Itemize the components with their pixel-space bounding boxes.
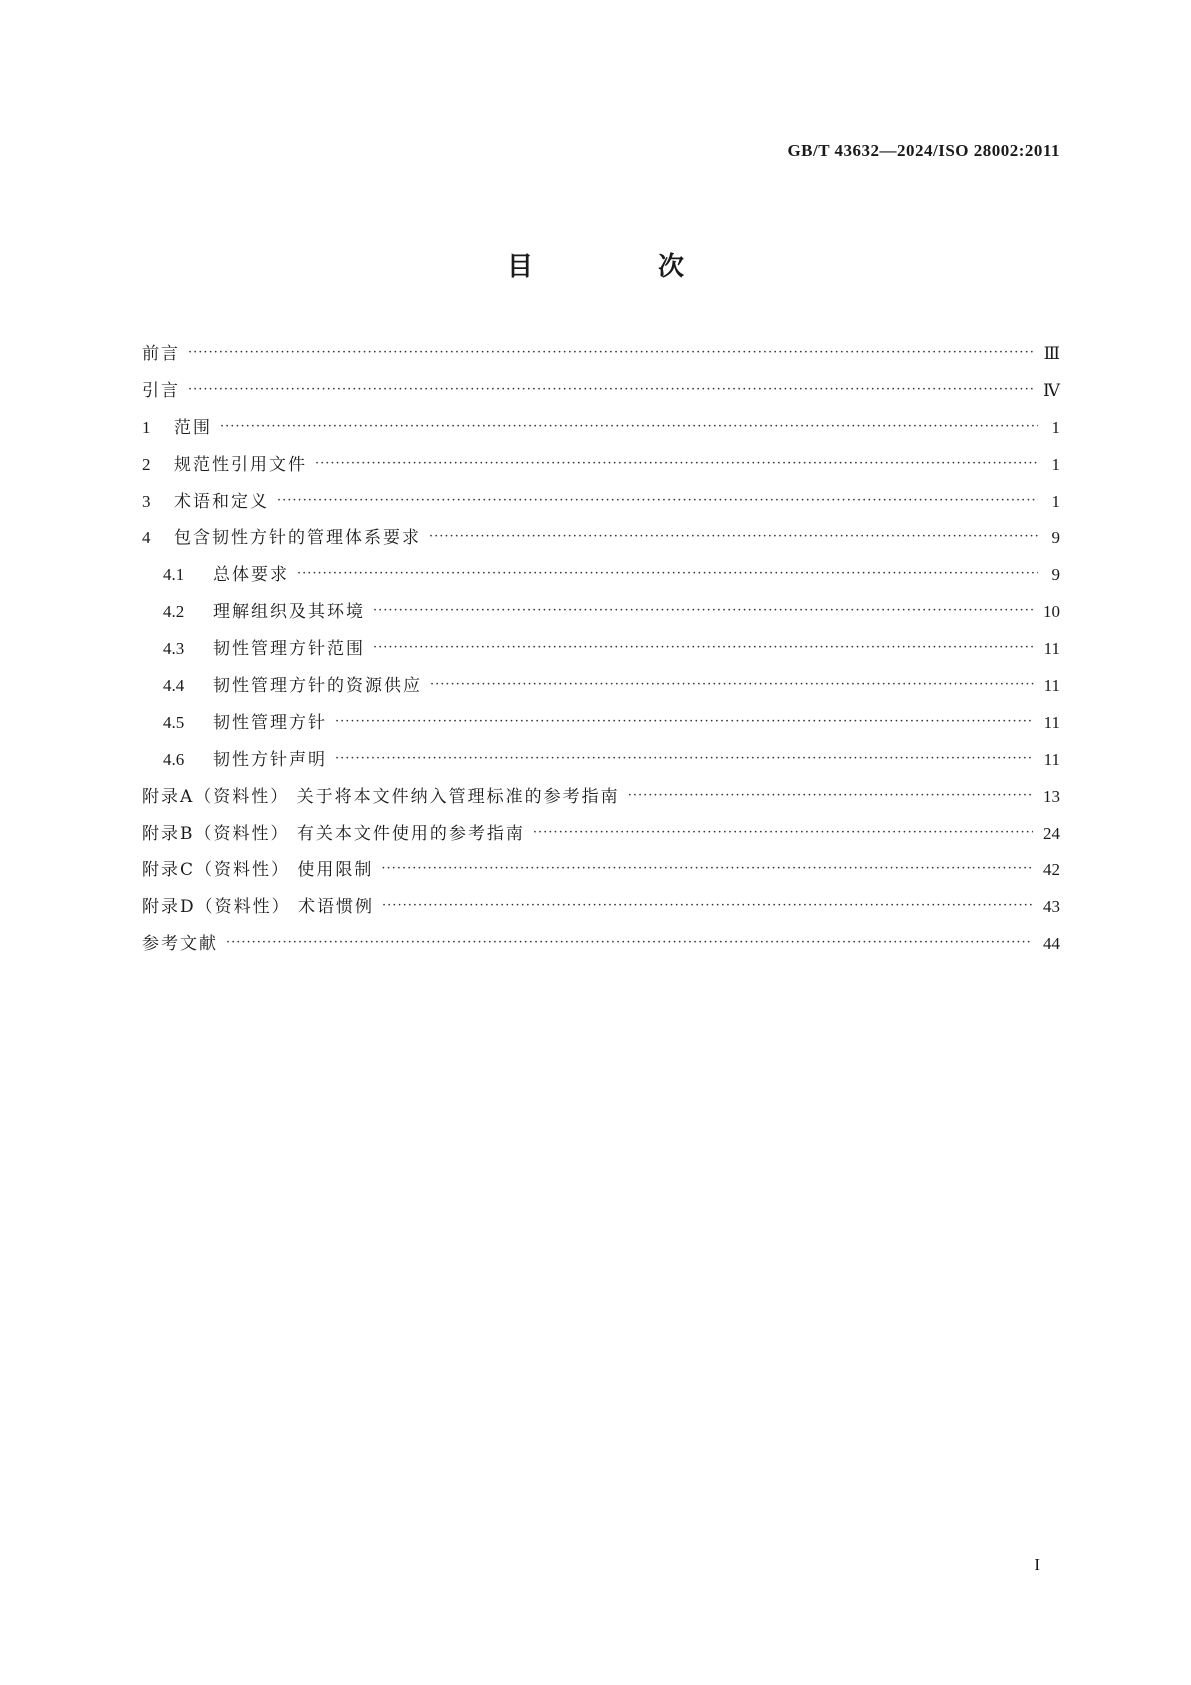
toc-entry[interactable] — [142, 816, 1060, 853]
toc-entry-label: 附录C（资料性） 使用限制 — [142, 860, 374, 881]
toc-entry-number: 4.4 — [163, 676, 185, 696]
toc-entry-number: 4.5 — [163, 712, 185, 732]
dot-leader — [373, 630, 1034, 667]
toc-entry-page: 1 — [1051, 491, 1060, 511]
dot-leader — [335, 741, 1034, 778]
document-code: GB/T 43632—2024/ISO 28002:2011 — [787, 141, 1060, 160]
dot-leader — [188, 335, 1034, 372]
toc-subentry[interactable] — [142, 557, 1060, 594]
toc-entry-page: 44 — [1043, 934, 1060, 954]
table-of-contents — [142, 336, 1060, 963]
toc-entry[interactable] — [142, 889, 1060, 926]
dot-leader — [277, 483, 1038, 520]
toc-entry[interactable] — [142, 373, 1060, 410]
toc-subentry[interactable] — [142, 705, 1060, 742]
toc-entry[interactable] — [142, 410, 1060, 447]
toc-entry-page: 43 — [1043, 897, 1060, 917]
toc-entry-number: 4.3 — [163, 639, 185, 659]
toc-entry-label: 总体要求 — [213, 565, 289, 586]
toc-subentry[interactable] — [142, 594, 1060, 631]
dot-leader — [226, 925, 1033, 962]
toc-entry-page: 42 — [1043, 860, 1060, 880]
toc-entry-label: 附录A（资料性） 关于将本文件纳入管理标准的参考指南 — [142, 786, 620, 807]
toc-entry-page: 9 — [1051, 528, 1060, 548]
toc-entry-page: 11 — [1043, 712, 1060, 732]
toc-entry-page: 24 — [1043, 823, 1060, 843]
toc-entry-page: 10 — [1043, 602, 1060, 622]
toc-subentry[interactable] — [142, 631, 1060, 668]
toc-entry-label: 术语和定义 — [174, 491, 269, 512]
toc-entry-page: 9 — [1051, 565, 1060, 585]
toc-entry-label: 韧性管理方针范围 — [213, 639, 365, 660]
toc-entry[interactable] — [142, 520, 1060, 557]
toc-entry-number: 4.6 — [163, 749, 185, 769]
page-number: I — [1034, 1555, 1040, 1574]
toc-entry-number: 2 — [142, 454, 151, 474]
toc-entry-label: 附录B（资料性） 有关本文件使用的参考指南 — [142, 823, 525, 844]
dot-leader — [188, 372, 1033, 409]
dot-leader — [381, 851, 1033, 888]
toc-entry[interactable] — [142, 447, 1060, 484]
toc-entry-page: 1 — [1051, 454, 1060, 474]
toc-entry-page: Ⅳ — [1043, 380, 1060, 400]
toc-entry-label: 规范性引用文件 — [174, 454, 307, 475]
toc-entry-label: 包含韧性方针的管理体系要求 — [174, 528, 421, 549]
toc-entry-label: 前言 — [142, 344, 180, 364]
page-title: 目 次 — [506, 252, 743, 282]
toc-entry-page: 13 — [1043, 786, 1060, 806]
toc-entry-page: 1 — [1051, 417, 1060, 437]
toc-entry-label: 附录D（资料性） 术语惯例 — [142, 897, 375, 918]
toc-entry-page: 11 — [1043, 639, 1060, 659]
toc-entry-number: 4.2 — [163, 602, 185, 622]
toc-entry-label: 引言 — [142, 380, 180, 401]
dot-leader — [382, 888, 1033, 925]
dot-leader — [533, 815, 1033, 852]
toc-subentry[interactable] — [142, 668, 1060, 705]
toc-entry[interactable] — [142, 779, 1060, 816]
dot-leader — [220, 409, 1038, 446]
dot-leader — [297, 556, 1038, 593]
toc-entry-label: 韧性管理方针的资源供应 — [213, 676, 422, 697]
toc-entry-label: 理解组织及其环境 — [213, 602, 365, 623]
toc-entry-label: 韧性管理方针 — [213, 712, 327, 733]
toc-entry[interactable] — [142, 926, 1060, 963]
toc-entry[interactable] — [142, 336, 1060, 373]
toc-subentry[interactable] — [142, 742, 1060, 779]
toc-entry-number: 1 — [142, 417, 151, 437]
toc-entry-number: 4 — [142, 528, 151, 548]
dot-leader — [373, 593, 1033, 630]
toc-entry-number: 3 — [142, 491, 151, 511]
toc-entry-page: Ⅲ — [1043, 344, 1060, 363]
toc-entry-label: 范围 — [174, 417, 212, 438]
dot-leader — [429, 519, 1038, 556]
dot-leader — [315, 446, 1038, 483]
dot-leader — [430, 667, 1034, 704]
toc-entry-label: 韧性方针声明 — [213, 749, 327, 770]
toc-entry-label: 参考文献 — [142, 934, 218, 955]
toc-entry[interactable] — [142, 852, 1060, 889]
toc-entry-page: 11 — [1043, 749, 1060, 769]
toc-entry-number: 4.1 — [163, 565, 185, 585]
dot-leader — [335, 704, 1034, 741]
toc-entry-page: 11 — [1043, 676, 1060, 696]
dot-leader — [628, 778, 1033, 815]
toc-entry[interactable] — [142, 484, 1060, 521]
